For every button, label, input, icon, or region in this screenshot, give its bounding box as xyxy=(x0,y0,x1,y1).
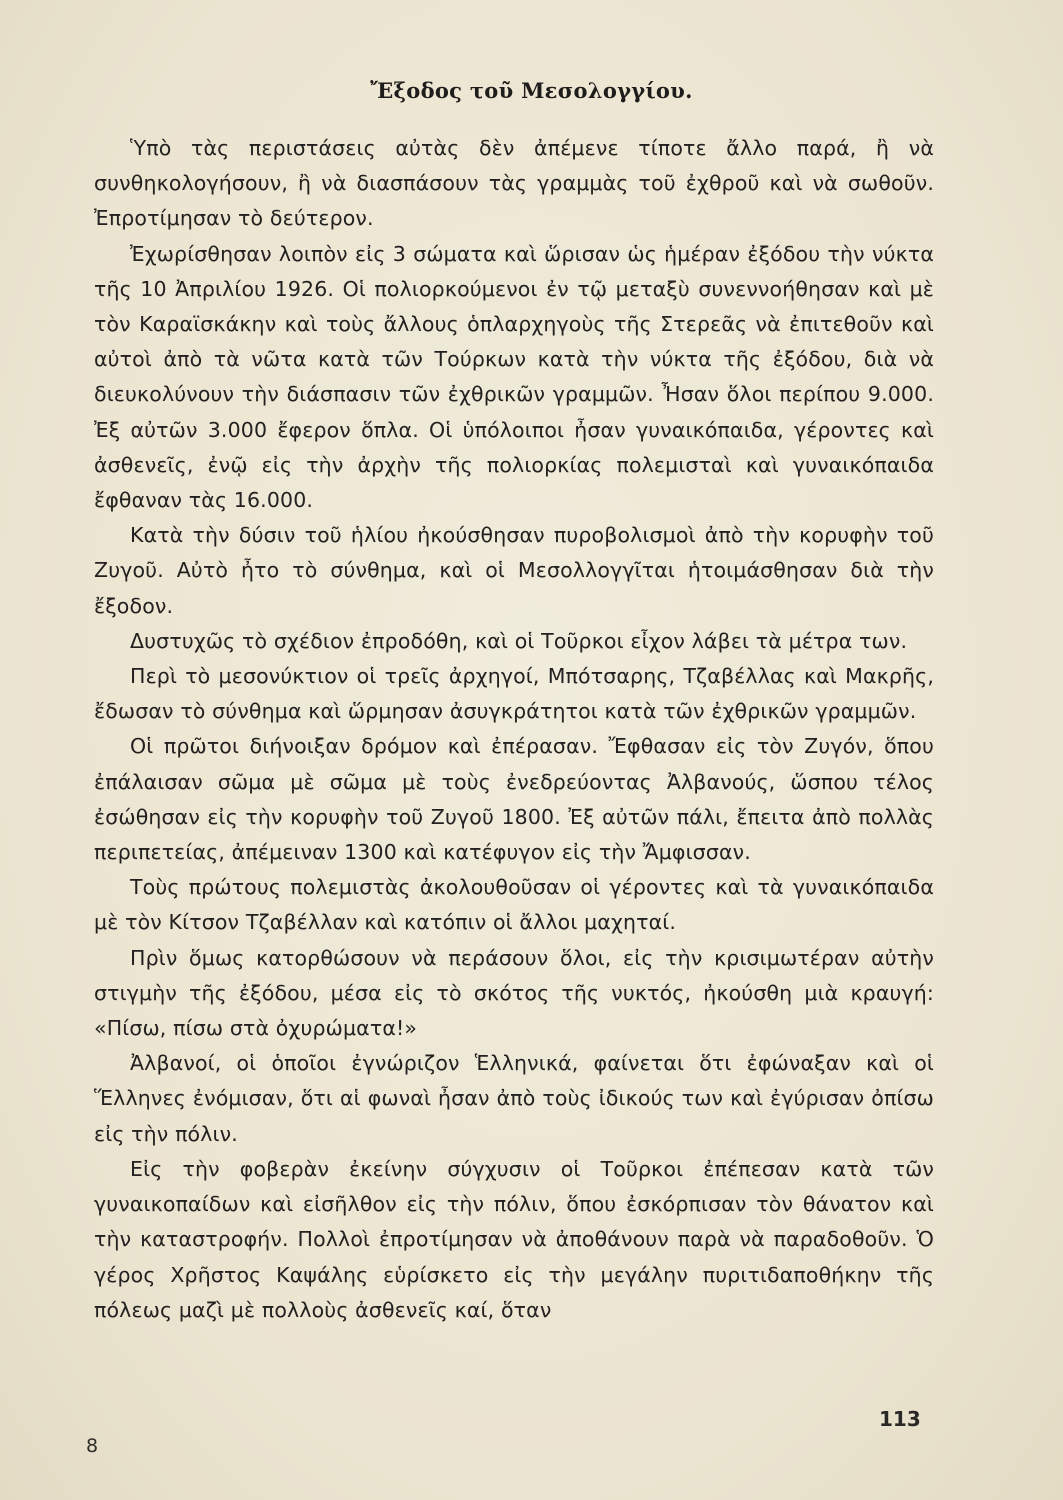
paragraph: Οἱ πρῶτοι διήνοιξαν δρόμον καὶ ἐπέρασαν. Ἔφθασαν εἰς τὸν Ζυγόν, ὅπου ἐπάλαισαν σῶμα μὲ σῶμα μὲ τοὺς ἐνεδρεύοντας Ἀλβανούς, ὥσπου τέλος ἐσώθησαν εἰς τὴν κορυφὴν τοῦ Ζυγοῦ 1800. Ἐξ αὐτῶν πάλι, ἔπειτα ἀπὸ πολλὰς περιπετείας, ἀπέμειναν 1300 καὶ κατέφυγον εἰς τὴν Ἄμφισσαν. xyxy=(94,734,934,865)
paragraph: Δυστυχῶς τὸ σχέδιον ἐπροδόθη, καὶ οἱ Τοῦρκοι εἶχον λάβει τὰ μέτρα των. xyxy=(130,628,908,653)
paragraph: Τοὺς πρώτους πολεμιστὰς ἀκολουθοῦσαν οἱ γέροντες καὶ τὰ γυναικόπαιδα μὲ τὸν Κίτσον Τζαβέλλαν καὶ κατόπιν οἱ ἄλλοι μαχηταί. xyxy=(94,875,934,935)
paragraph: Κατὰ τὴν δύσιν τοῦ ἡλίου ἠκούσθησαν πυροβολισμοὶ ἀπὸ τὴν κορυφὴν τοῦ Ζυγοῦ. Αὐτὸ ἦτο τὸ σύνθημα, καὶ οἱ Μεσολλογγῖται ἡτοιμάσθησαν διὰ τὴν ἔξοδον. xyxy=(94,523,934,618)
paragraph: Εἰς τὴν φοβερὰν ἐκείνην σύγχυσιν οἱ Τοῦρκοι ἐπέπεσαν κατὰ τῶν γυναικοπαίδων καὶ εἰσῆλθον εἰς τὴν πόλιν, ὅπου ἐσκόρπισαν τὸν θάνατον καὶ τὴν καταστροφήν. Πολλοὶ ἐπροτίμησαν νὰ ἀποθάνουν παρὰ νὰ παραδοθοῦν. Ὁ γέρος Χρῆστος Καψάλης εὑρίσκετο εἰς τὴν μεγάλην πυριτιδαποθήκην τῆς πόλεως μαζὶ μὲ πολλοὺς ἀσθενεῖς καί, ὅταν xyxy=(94,1156,934,1322)
paragraph: Πρὶν ὅμως κατορθώσουν νὰ περάσουν ὅλοι, εἰς τὴν κρισιμωτέραν αὐτὴν στιγμὴν τῆς ἐξόδου, μέσα εἰς τὸ σκότος τῆς νυκτός, ἠκούσθη μιὰ κραυγή: «Πίσω, πίσω στὰ ὀχυρώματα!» xyxy=(94,945,934,1041)
body-text xyxy=(94,131,934,1328)
signature-mark: 8 xyxy=(86,1435,99,1457)
paragraph: Ὑπὸ τὰς περιστάσεις αὐτὰς δὲν ἀπέμενε τίποτε ἄλλο παρά, ἢ νὰ συνθηκολογήσουν, ἢ νὰ διασπάσουν τὰς γραμμὰς τοῦ ἐχθροῦ καὶ νὰ σωθοῦν. Ἐπροτίμησαν τὸ δεύτερον. xyxy=(94,136,934,231)
page-number: 113 xyxy=(879,1407,921,1431)
section-title: Ἔξοδος τοῦ Μεσολογγίου. xyxy=(370,78,693,103)
paragraph: Ἐχωρίσθησαν λοιπὸν εἰς 3 σώματα καὶ ὥρισαν ὡς ἡμέραν ἐξόδου τὴν νύκτα τῆς 10 Ἀπριλίου 1926. Οἱ πολιορκούμενοι ἐν τῷ μεταξὺ συνεννοήθησαν καὶ μὲ τὸν Καραϊσκάκην καὶ τοὺς ἄλλους ὁπλαρχηγοὺς τῆς Στερεᾶς νὰ ἐπιτεθοῦν καὶ αὐτοὶ ἀπὸ τὰ νῶτα κατὰ τῶν Τούρκων κατὰ τὴν νύκτα τῆς ἐξόδου, διὰ νὰ διευκολύνουν τὴν διάσπασιν τῶν ἐχθρικῶν γραμμῶν. Ἦσαν ὅλοι περίπου 9.000. Ἐξ αὐτῶν 3.000 ἔφερον ὅπλα. Οἱ ὑπόλοιποι ἦσαν γυναικόπαιδα, γέροντες καὶ ἀσθενεῖς, ἐνῷ εἰς τὴν ἀρχὴν τῆς πολιορκίας πολεμισταὶ καὶ γυναικόπαιδα ἔφθαναν τὰς 16.000. xyxy=(94,241,934,513)
paragraph: Περὶ τὸ μεσονύκτιον οἱ τρεῖς ἀρχηγοί, Μπότσαρης, Τζαβέλλας καὶ Μακρῆς, ἔδωσαν τὸ σύνθημα καὶ ὥρμησαν ἀσυγκράτητοι κατὰ τῶν ἐχθρικῶν γραμμῶν. xyxy=(94,664,934,724)
paragraph: Ἀλβανοί, οἱ ὁποῖοι ἐγνώριζον Ἑλληνικά, φαίνεται ὅτι ἐφώναξαν καὶ οἱ Ἕλληνες ἐνόμισαν, ὅτι αἱ φωναὶ ἦσαν ἀπὸ τοὺς ἰδικούς των καὶ ἐγύρισαν ὀπίσω εἰς τὴν πόλιν. xyxy=(94,1051,934,1146)
